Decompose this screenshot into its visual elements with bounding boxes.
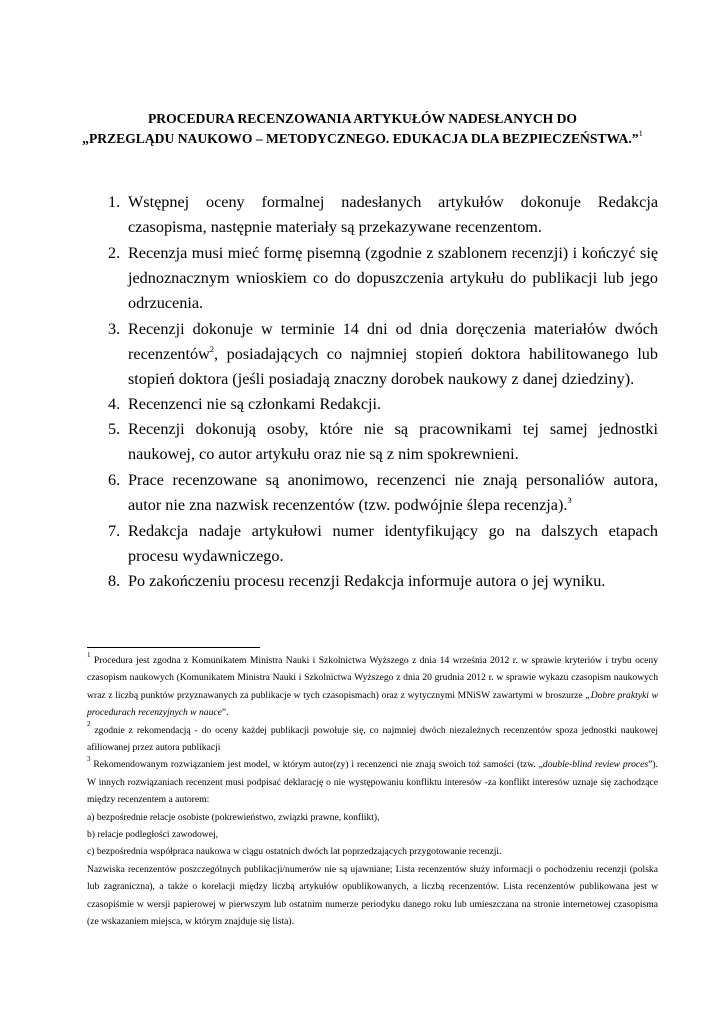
footnote-2-text: zgodnie z rekomendacją - do oceny każdej publikacji powołuje się, co najmniej dwóch niezależnych recenzentów spoza jednostki naukowej afiliowanej przez autora publikacji	[87, 724, 658, 754]
list-item-text: Prace recenzowane są anonimowo, recenzenci nie znają personaliów autora, autor nie zna nazwisk recenzentów (tzw. podwójnie ślepa recenzja).	[128, 471, 658, 514]
document-title-line-1: PROCEDURA RECENZOWANIA ARTYKUŁÓW NADESŁANYCH DO	[147, 111, 578, 126]
footnote-1-text: Procedura jest zgodna z Komunikatem Ministra Nauki i Szkolnictwa Wyższego z dnia 14 września 2012 r. w sprawie kryteriów i trybu oceny czasopism naukowych (Komunikatem Ministra Nauki i Szkolnictwa Wyższego z dnia 20 grudnia 2012 r. w sprawie wykazu czasopism naukowych wraz z liczbą punktów przyznawanych za publikacje w tych czasopismach) oraz z wytycznymi MNiSW zawartymi w broszurze	[87, 655, 658, 701]
footnote-3-tail: ”). W innych rozwiązaniach recenzent musi podpisać deklarację o nie występowaniu konfliktu interesów -za konflikt interesów uznaje się zachodzące między recenzentem a autorem:	[87, 759, 658, 806]
list-item-number: 6.	[108, 471, 121, 489]
footnote-3-item-b: b) relacje podległości zawodowej,	[87, 829, 219, 841]
list-item-number: 8.	[108, 572, 121, 590]
list-item-text: Wstępnej oceny formalnej nadesłanych artykułów dokonuje Redakcja czasopisma, następnie materiały są przekazywane recenzentom.	[128, 193, 658, 236]
list-item-number: 7.	[108, 522, 121, 540]
list-item	[108, 317, 658, 392]
document-title-line-2	[0, 130, 725, 147]
footnote-3-item-c: c) bezpośrednia współpraca naukowa w ciągu ostatnich dwóch lat poprzedzających przygotowanie recenzji.	[87, 846, 502, 858]
list-item	[108, 417, 658, 467]
footnote-2-marker: 2	[87, 720, 91, 729]
list-item-text: Recenzji dokonują osoby, które nie są pracownikami tej samej jednostki naukowej, co autor artykułu oraz nie są z nim spokrewnieni.	[128, 420, 658, 463]
footnote-ref-1: 1	[638, 128, 643, 139]
footnote-2	[87, 722, 658, 757]
list-item-text: Po zakończeniu procesu recenzji Redakcja informuje autora o jej wyniku.	[128, 572, 606, 590]
footnote-3-marker: 3	[87, 755, 91, 764]
procedure-list	[108, 190, 658, 594]
list-item-number: 3.	[108, 320, 121, 338]
footnote-3-italic: double-blind review proces	[542, 759, 649, 771]
list-item	[108, 519, 658, 569]
footnote-1	[87, 652, 658, 722]
footnote-1-italic: „Dobre praktyki w procedurach recenzyjnych w nauce	[87, 689, 658, 719]
list-item-text-continued: , posiadających co najmniej stopień doktora habilitowanego lub stopień doktora (jeśli posiadają znaczny dorobek naukowy z danej dziedziny).	[128, 345, 658, 388]
list-item-text: Redakcja nadaje artykułowi numer identyfikujący go na dalszych etapach procesu wydawniczego.	[128, 522, 658, 565]
title-line-2-text: „PRZEGLĄDU NAUKOWO – METODYCZNEGO. EDUKACJA DLA BEZPIECZEŃSTWA.”	[82, 131, 639, 146]
list-item	[108, 241, 658, 316]
list-item-text: Recenzenci nie są członkami Redakcji.	[128, 395, 382, 413]
list-item-number: 1.	[108, 193, 121, 211]
list-item-text: Recenzja musi mieć formę pisemną (zgodnie z szablonem recenzji) i kończyć się jednoznacznym wnioskiem co do dopuszczenia artykułu do publikacji lub jego odrzucenia.	[128, 244, 658, 312]
list-item	[108, 468, 658, 518]
footnote-3-item-a: a) bezpośrednie relacje osobiste (pokrewieństwo, związki prawne, konflikt),	[87, 811, 380, 823]
footnote-3-text: Rekomendowanym rozwiązaniem jest model, w którym autor(zy) i recenzenci nie znają swoich toż samości (tzw. „	[90, 759, 543, 771]
footnote-3-closing: Nazwiska recenzentów poszczególnych publikacji/numerów nie są ujawniane; Lista recenzentów służy informacji o pochodzeniu recenzji (polska lub zagraniczna), a także o korelacji między liczbą artykułów opublikowanych, a liczbą recenzentów. Lista recenzentów publikowana jest w czasopiśmie w wersji papierowej w pierwszym lub ostatnim numerze periodyku danego roku lub umieszczana na stronie internetowej czasopisma (ze wskazaniem miejsca, w którym znajduje się lista).	[87, 863, 658, 928]
footnote-3	[87, 756, 658, 808]
list-item-number: 2.	[108, 244, 121, 262]
list-item	[108, 569, 658, 594]
footnote-ref-2: 2	[209, 343, 215, 354]
list-item	[108, 190, 658, 240]
footnote-1-marker: 1	[87, 650, 91, 659]
footnote-separator	[87, 647, 260, 648]
footnotes	[87, 652, 658, 931]
list-item-number: 5.	[108, 420, 121, 438]
list-item	[108, 392, 658, 417]
list-item-text: Recenzji dokonuje w terminie 14 dni od dnia doręczenia materiałów dwóch recenzentów	[128, 320, 658, 363]
footnote-ref-3: 3	[567, 494, 572, 505]
list-item-number: 4.	[108, 395, 121, 413]
footnote-1-tail: ”.	[221, 707, 229, 719]
